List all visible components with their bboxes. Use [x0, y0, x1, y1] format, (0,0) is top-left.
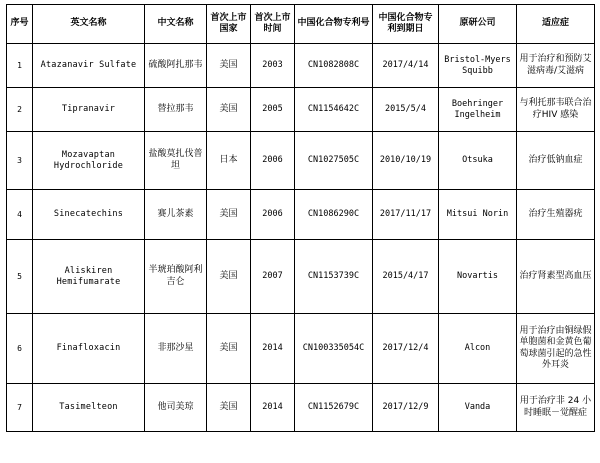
cell-first-market-year: 2014	[251, 314, 295, 384]
cell-index: 2	[7, 88, 33, 132]
cell-originator: Boehringer Ingelheim	[439, 88, 517, 132]
column-header-cn-patent-no: 中国化合物专利号	[295, 5, 373, 44]
table-row	[7, 190, 595, 240]
cell-english-name: Finafloxacin	[33, 314, 145, 384]
cell-indication: 治疗肾素型高血压	[517, 240, 595, 314]
cell-cn-patent-expiry: 2017/12/4	[373, 314, 439, 384]
cell-first-market-year: 2006	[251, 190, 295, 240]
cell-chinese-name: 半琥珀酸阿利吉仑	[145, 240, 207, 314]
table-row	[7, 88, 595, 132]
cell-index: 7	[7, 384, 33, 432]
cell-first-market-year: 2003	[251, 44, 295, 88]
cell-cn-patent-expiry: 2010/10/19	[373, 132, 439, 190]
cell-first-market-country: 日本	[207, 132, 251, 190]
cell-cn-patent-no: CN1152679C	[295, 384, 373, 432]
cell-english-name: Tipranavir	[33, 88, 145, 132]
table-row	[7, 44, 595, 88]
cell-english-name: Sinecatechins	[33, 190, 145, 240]
cell-english-name: Atazanavir Sulfate	[33, 44, 145, 88]
cell-chinese-name: 硫酸阿扎那韦	[145, 44, 207, 88]
cell-first-market-year: 2005	[251, 88, 295, 132]
cell-indication: 治疗低钠血症	[517, 132, 595, 190]
cell-indication: 用于治疗和预防艾滋病毒/艾滋病	[517, 44, 595, 88]
cell-originator: Bristol-Myers Squibb	[439, 44, 517, 88]
cell-first-market-country: 美国	[207, 384, 251, 432]
cell-chinese-name: 替拉那韦	[145, 88, 207, 132]
cell-index: 4	[7, 190, 33, 240]
cell-indication: 与利托那韦联合治疗HIV 感染	[517, 88, 595, 132]
column-header-chinese-name: 中文名称	[145, 5, 207, 44]
cell-first-market-country: 美国	[207, 88, 251, 132]
cell-index: 6	[7, 314, 33, 384]
cell-first-market-country: 美国	[207, 190, 251, 240]
table-header	[7, 5, 595, 44]
cell-chinese-name: 他司美琼	[145, 384, 207, 432]
cell-indication: 用于治疗非 24 小时睡眠－觉醒症	[517, 384, 595, 432]
cell-english-name: Tasimelteon	[33, 384, 145, 432]
cell-cn-patent-no: CN1027505C	[295, 132, 373, 190]
cell-chinese-name: 非那沙星	[145, 314, 207, 384]
cell-english-name: Aliskiren Hemifumarate	[33, 240, 145, 314]
column-header-index: 序号	[7, 5, 33, 44]
cell-cn-patent-expiry: 2017/11/17	[373, 190, 439, 240]
table-row	[7, 384, 595, 432]
cell-cn-patent-no: CN1154642C	[295, 88, 373, 132]
column-header-english-name: 英文名称	[33, 5, 145, 44]
cell-first-market-year: 2014	[251, 384, 295, 432]
column-header-cn-patent-expiry: 中国化合物专利到期日	[373, 5, 439, 44]
cell-first-market-country: 美国	[207, 240, 251, 314]
table-header-row	[7, 5, 595, 44]
cell-index: 1	[7, 44, 33, 88]
cell-chinese-name: 赛儿茶素	[145, 190, 207, 240]
cell-cn-patent-no: CN1086290C	[295, 190, 373, 240]
cell-cn-patent-no: CN100335054C	[295, 314, 373, 384]
cell-english-name: Mozavaptan Hydrochloride	[33, 132, 145, 190]
table-row	[7, 314, 595, 384]
cell-originator: Novartis	[439, 240, 517, 314]
cell-originator: Alcon	[439, 314, 517, 384]
cell-originator: Mitsui Norin	[439, 190, 517, 240]
column-header-first-market-country: 首次上市国家	[207, 5, 251, 44]
cell-cn-patent-expiry: 2015/5/4	[373, 88, 439, 132]
cell-index: 5	[7, 240, 33, 314]
cell-indication: 用于治疗由铜绿假单胞菌和金黄色葡萄球菌引起的急性外耳炎	[517, 314, 595, 384]
cell-cn-patent-no: CN1082808C	[295, 44, 373, 88]
cell-first-market-country: 美国	[207, 44, 251, 88]
cell-index: 3	[7, 132, 33, 190]
cell-cn-patent-no: CN1153739C	[295, 240, 373, 314]
cell-cn-patent-expiry: 2017/12/9	[373, 384, 439, 432]
cell-first-market-year: 2006	[251, 132, 295, 190]
cell-first-market-country: 美国	[207, 314, 251, 384]
table-row	[7, 132, 595, 190]
cell-indication: 治疗生殖器疣	[517, 190, 595, 240]
table-row	[7, 240, 595, 314]
cell-originator: Vanda	[439, 384, 517, 432]
column-header-first-market-year: 首次上市时间	[251, 5, 295, 44]
column-header-originator: 原研公司	[439, 5, 517, 44]
cell-cn-patent-expiry: 2015/4/17	[373, 240, 439, 314]
cell-first-market-year: 2007	[251, 240, 295, 314]
table-body	[7, 44, 595, 432]
cell-cn-patent-expiry: 2017/4/14	[373, 44, 439, 88]
drug-patent-table	[6, 4, 595, 432]
cell-chinese-name: 盐酸莫扎伐普坦	[145, 132, 207, 190]
column-header-indication: 适应症	[517, 5, 595, 44]
cell-originator: Otsuka	[439, 132, 517, 190]
